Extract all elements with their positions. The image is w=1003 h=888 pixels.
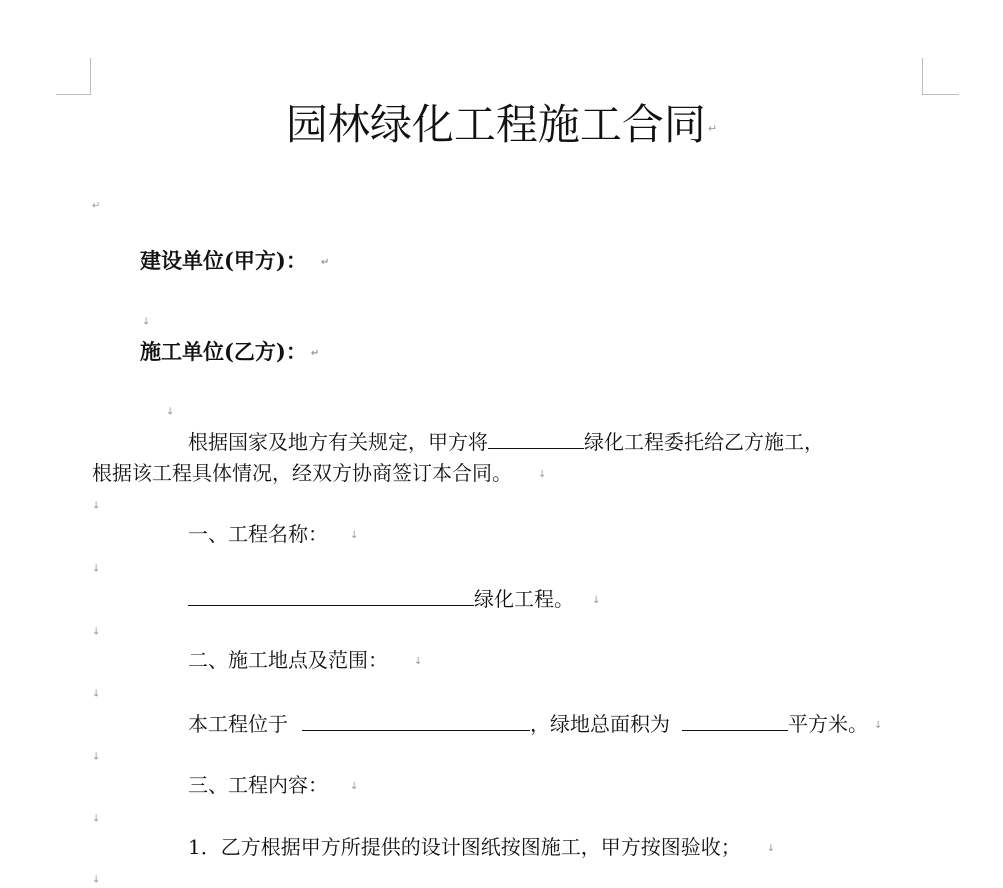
line-break-icon: ↓ xyxy=(92,500,101,512)
party-b-label[interactable]: 施工单位(乙方)： xyxy=(140,339,307,364)
empty-line xyxy=(92,749,100,765)
line-break-icon: ↓ xyxy=(92,626,101,638)
empty-line xyxy=(92,561,100,577)
project-name-suffix: 绿化工程。 xyxy=(474,587,574,611)
line-break-icon: ↓ xyxy=(166,406,175,418)
empty-line xyxy=(92,498,100,514)
item1-text: 1．乙方根据甲方所提供的设计图纸按图施工，甲方按图验收； xyxy=(188,835,741,859)
empty-line xyxy=(92,624,100,640)
item1-line xyxy=(188,837,775,857)
line-break-icon: ↓ xyxy=(874,719,883,731)
line-break-icon: ↓ xyxy=(92,563,101,575)
section3-heading xyxy=(188,775,358,795)
project-name-field[interactable] xyxy=(188,587,474,606)
paragraph-mark-icon: ↵ xyxy=(310,347,320,359)
paragraph-mark-icon: ↵ xyxy=(320,256,330,268)
area-field[interactable] xyxy=(682,712,788,731)
section1-heading xyxy=(188,524,358,544)
section1-heading-text: 一、工程名称： xyxy=(188,522,328,546)
intro-text-part2: 绿化工程委托给乙方施工， xyxy=(584,430,824,454)
party-a-label[interactable]: 建设单位(甲方)： xyxy=(140,248,307,273)
crop-mark-top-left xyxy=(56,58,91,95)
crop-mark-top-right xyxy=(922,58,959,95)
intro-text-line2: 根据该工程具体情况，经双方协商签订本合同。 xyxy=(92,461,512,485)
section2-heading-text: 二、施工地点及范围： xyxy=(188,648,388,672)
line-break-icon: ↓ xyxy=(92,688,101,700)
location-middle: ，绿地总面积为 xyxy=(530,712,670,736)
section2-heading xyxy=(188,650,422,670)
title-text: 园林绿化工程施工合同 xyxy=(285,100,706,149)
line-break-icon: ↓ xyxy=(92,751,101,763)
empty-line xyxy=(92,686,100,702)
line-break-icon: ↓ xyxy=(92,874,101,886)
line-break-icon: ↓ xyxy=(414,655,423,667)
document-title xyxy=(0,100,1003,149)
paragraph-mark-icon: ↵ xyxy=(707,121,718,135)
line-break-icon: ↓ xyxy=(350,780,359,792)
paragraph-mark-icon: ↵ xyxy=(92,200,101,212)
location-suffix: 平方米。 xyxy=(788,712,868,736)
project-name-line xyxy=(188,587,600,609)
line-break-icon: ↓ xyxy=(538,468,547,480)
line-break-icon: ↓ xyxy=(92,813,101,825)
empty-line xyxy=(92,872,100,888)
intro-text-part1: 根据国家及地方有关规定，甲方将 xyxy=(188,430,488,454)
line-break-icon: ↓ xyxy=(142,316,151,328)
empty-line xyxy=(142,314,150,330)
empty-paragraph xyxy=(92,198,100,214)
party-a-line xyxy=(140,250,329,271)
empty-line xyxy=(166,404,174,420)
line-break-icon: ↓ xyxy=(766,842,776,854)
location-line xyxy=(188,712,882,734)
line-break-icon: ↓ xyxy=(592,594,601,606)
section3-heading-text: 三、工程内容： xyxy=(188,773,328,797)
location-field[interactable] xyxy=(302,712,530,731)
intro-line-2 xyxy=(92,463,546,483)
project-name-blank[interactable] xyxy=(488,430,584,449)
intro-line-1 xyxy=(188,430,824,452)
line-break-icon: ↓ xyxy=(350,529,359,541)
party-b-line xyxy=(140,341,319,362)
location-prefix: 本工程位于 xyxy=(188,712,288,736)
empty-line xyxy=(92,811,100,827)
